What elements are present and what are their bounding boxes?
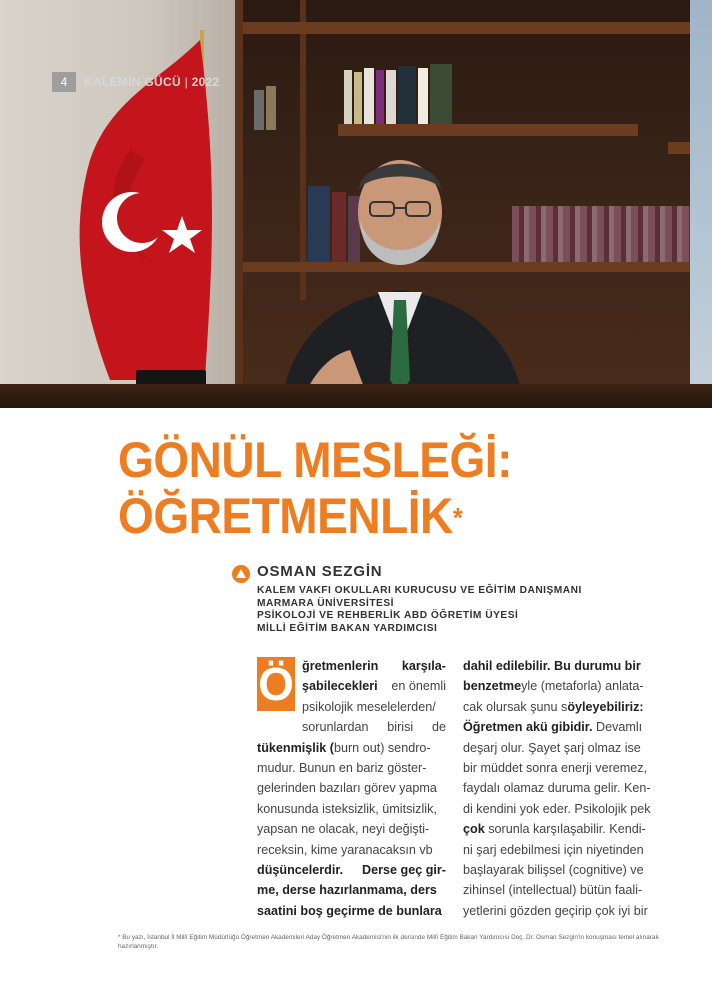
text-line: sorunlardan birisi de <box>302 720 446 735</box>
text-line: şabilecekleri en önemli <box>302 679 446 694</box>
text-line: yapsan ne olacak, neyi değişti- <box>257 822 430 837</box>
text-line: ni şarj edebilmesi için niyetinden <box>463 842 644 857</box>
text-line: tükenmişlik ( burn out) sendro- <box>257 740 431 755</box>
book-row <box>512 206 690 262</box>
running-head <box>84 72 220 92</box>
author-title-line: KALEM VAKFI OKULLARI KURUCUSU VE EĞİTİM DANIŞMANI <box>257 585 582 596</box>
man-portrait <box>270 150 530 408</box>
text-line: gelerinden bazıları görev yapma <box>257 781 437 796</box>
text-line: faydalı olamaz duruma gelir. Ken- <box>463 781 651 796</box>
book <box>344 70 352 124</box>
author-title-line: MİLLİ EĞİTİM BAKAN YARDIMCISI <box>257 622 438 634</box>
book <box>376 70 384 124</box>
book <box>364 68 374 124</box>
text-line: ğretmenlerin karşıla- <box>302 659 446 673</box>
text-line: receksin, kime yaranacaksın vb <box>257 842 433 857</box>
title-line-2-text: ÖĞRETMENLİK <box>118 488 453 544</box>
running-head-separator: | <box>184 75 188 89</box>
book <box>266 86 276 130</box>
text-line: deşarj olur. Şayet şarj olmaz ise <box>463 740 641 755</box>
text-line: başlayarak bilişsel (cognitive) ve <box>463 863 644 878</box>
magazine-title: KALEMİN GÜCÜ <box>84 75 181 89</box>
text-line: mudur. Bunun en bariz göster- <box>257 761 427 775</box>
book <box>398 66 416 124</box>
issue-year: 2022 <box>191 75 220 89</box>
article-title <box>118 432 512 544</box>
book <box>254 90 264 130</box>
page-number: 4 <box>52 72 76 92</box>
author-titles <box>257 585 582 635</box>
text-line: saatini boş geçirme de bunlara <box>257 903 442 918</box>
text-line: benzetme yle (metaforla) anlata- <box>463 679 644 694</box>
author-title-line: PSİKOLOJİ VE REHBERLİK ABD ÖĞRETİM ÜYESİ <box>257 610 519 621</box>
drop-cap: Ö <box>258 658 294 710</box>
text-line: zihinsel (intellectual) bütün faali- <box>463 883 643 898</box>
text-line: me, derse hazırlanmama, ders <box>257 883 437 898</box>
book <box>430 64 452 124</box>
column-1-lead <box>302 656 446 738</box>
footnote-marker: * <box>452 502 463 533</box>
shelf-board <box>338 124 638 136</box>
column-2 <box>463 656 654 921</box>
title-line-2 <box>118 488 512 544</box>
text-line: di kendini yok eder. Psikolojik pek <box>463 801 651 816</box>
title-line-1: GÖNÜL MESLEĞİ: <box>118 432 512 488</box>
window <box>690 0 712 408</box>
text-line: bir müddet sonra enerji veremez, <box>463 761 648 776</box>
portrait-photo <box>0 0 712 408</box>
author-title-line: MARMARA ÜNİVERSİTESİ <box>257 597 394 609</box>
book <box>418 68 428 124</box>
desk <box>0 384 712 408</box>
book <box>354 72 362 124</box>
column-1-body <box>257 738 446 922</box>
text-line: yetlerini gözden geçirip çok iyi bir <box>463 903 648 918</box>
text-line: düşüncelerdir. Derse geç gir- <box>257 863 446 878</box>
shelf-board <box>243 22 712 34</box>
text-line: Öğretmen akü gibidir. Devamlı <box>463 720 643 735</box>
author-name: OSMAN SEZGİN <box>257 563 383 580</box>
text-line: dahil edilebilir. Bu durumu bir <box>463 659 641 673</box>
book <box>386 70 396 124</box>
text-line: çok sorunla karşılaşabilir. Kendi- <box>463 822 646 837</box>
author-triangle-icon <box>232 565 250 583</box>
text-line: psikolojik meselelerden/ <box>302 699 436 714</box>
footnote: * Bu yazı, İstanbul İl Millî Eğitim Müdürlüğü Öğretmen Akademileri Aday Öğretmen Akademisi'nin ilk dersinde Millî Eğitim Bakan Yardımcısı Doç. Dr. Osman Sezgin'in konuşması temel alınarak hazırlanmıştır. <box>118 934 659 950</box>
text-line: konusunda isteksizlik, ümitsizlik, <box>257 801 437 816</box>
text-line: cak olursak şunu s öyleyebiliriz: <box>463 699 644 714</box>
shelf-post <box>235 0 243 408</box>
